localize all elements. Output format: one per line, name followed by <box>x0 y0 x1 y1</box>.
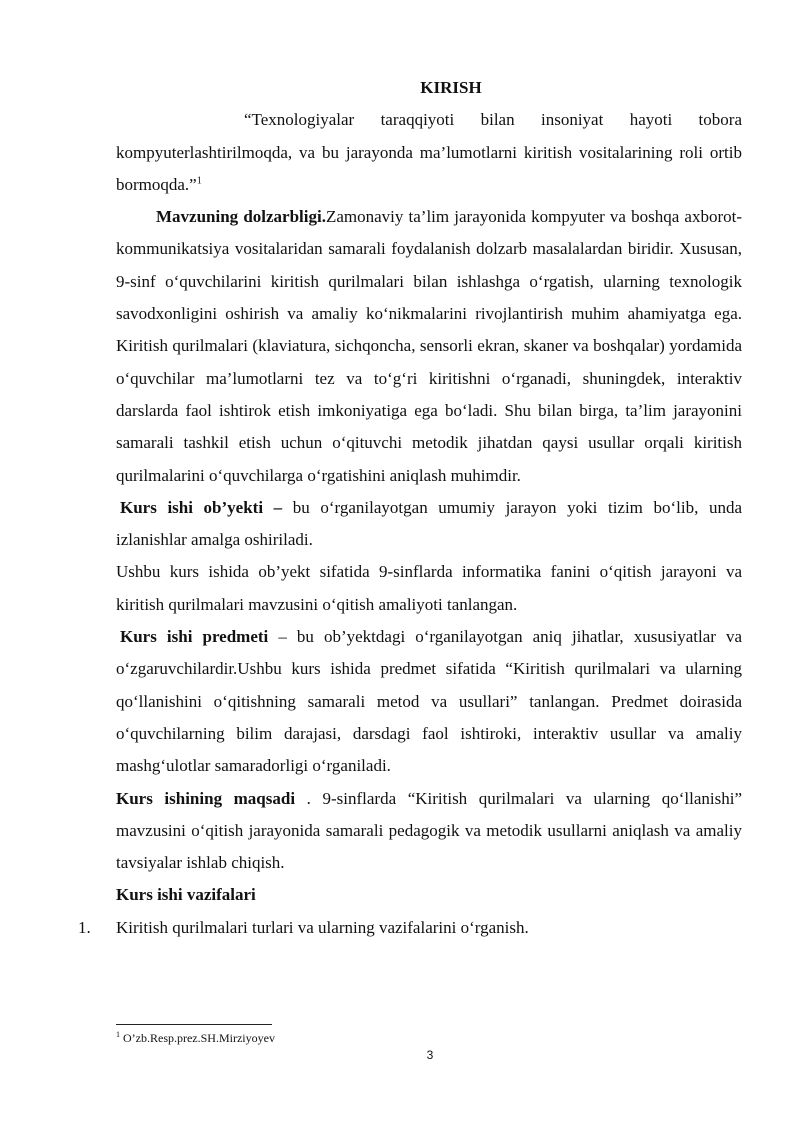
goal-paragraph <box>116 783 742 880</box>
subject-text: – bu ob’yektdagi o‘rganilayotgan aniq jihatlar, xususiyatlar va o‘zgaruvchilardir.Ushbu kurs ishida predmet sifatida “Kiritish qurilmalari va ularning qo‘llanishini o‘qitishning samarali metod va usullari” tanlangan. Predmet doirasida o‘quvchilarning bilim darajasi, darsdagi faol ishtiroki, interaktiv usullar va amaliy mashg‘ulotlar samaradorligi o‘rganiladi. <box>116 627 743 776</box>
subject-heading: Kurs ishi predmeti <box>120 627 269 647</box>
tasks-heading-text: Kurs ishi vazifalari <box>116 885 256 905</box>
section-title: KIRISH <box>420 78 482 97</box>
goal-heading: Kurs ishining maqsadi <box>116 788 296 808</box>
epigraph-text: “Texnologiyalar taraqqiyoti bilan insoniyat hayoti tobora kompyuterlashtirilmoqda, va bu jarayonda ma’lumotlarni kiritish vositalarining roli ortib bormoqda.” <box>116 110 742 194</box>
footnote <box>116 1030 275 1046</box>
list-item-text: Kiritish qurilmalari turlari va ularning vazifalarini o‘rganish. <box>116 917 529 937</box>
page-number: 3 <box>426 1048 434 1062</box>
tasks-list <box>78 912 742 944</box>
list-item-number: 1. <box>78 917 91 937</box>
relevance-paragraph <box>116 201 742 492</box>
relevance-heading: Mavzuning dolzarbligi. <box>156 207 326 227</box>
object-text: bu o‘rganilayotgan umumiy jarayon yoki tizim bo‘lib, unda izlanishlar amalga oshiriladi. <box>116 497 743 550</box>
footnote-divider <box>116 1024 272 1025</box>
subject-paragraph <box>116 621 742 782</box>
epigraph-quote <box>116 104 742 201</box>
tasks-heading <box>116 879 742 911</box>
object-detail-paragraph: Ushbu kurs ishida ob’yekt sifatida 9-sinflarda informatika fanini o‘qitish jarayoni va kiritish qurilmalari mavzusini o‘qitish amaliyoti tanlangan. <box>116 562 742 614</box>
page-body <box>78 72 743 944</box>
object-paragraph <box>116 492 742 557</box>
object-heading: Kurs ishi ob’yekti – <box>120 497 283 517</box>
goal-text: . 9-sinflarda “Kiritish qurilmalari va ularning qo‘llanishi” mavzusini o‘qitish jarayonida samarali pedagogik va metodik usullarni aniqlash va amaliy tavsiyalar ishlab chiqish. <box>116 788 742 873</box>
footnote-number: 1 <box>116 1030 120 1039</box>
footnote-text: O’zb.Resp.prez.SH.Mirziyoyev <box>120 1031 275 1045</box>
footnote-marker: 1 <box>196 175 202 187</box>
list-item <box>78 912 742 944</box>
relevance-text: Zamonaviy ta’lim jarayonida kompyuter va boshqa axborot-kommunikatsiya vositalaridan samarali foydalanish dolzarb masalalardan biridir. Xususan, 9-sinf o‘quvchilarini kiritish qurilmalari bilan ishlashga o‘rgatish, ularning texnologik savodxonligini oshirish va amaliy ko‘nikmalarini rivojlantirish muhim ahamiyatga ega. Kiritish qurilmalari (klaviatura, sichqoncha, sensorli ekran, skaner va boshqalar) yordamida o‘quvchilar ma’lumotlarni tez va to‘g‘ri kiritishni o‘rganadi, shuningdek, interaktiv darslarda faol ishtirok etish imkoniyatiga ega bo‘ladi. Shu bilan birga, ta’lim jarayonini samarali tashkil etish uchun o‘qituvchi metodik jihatdan qaysi usullar orqali kiritish qurilmalarini o‘quvchilarga o‘rgatishini aniqlash muhimdir. <box>116 207 743 485</box>
